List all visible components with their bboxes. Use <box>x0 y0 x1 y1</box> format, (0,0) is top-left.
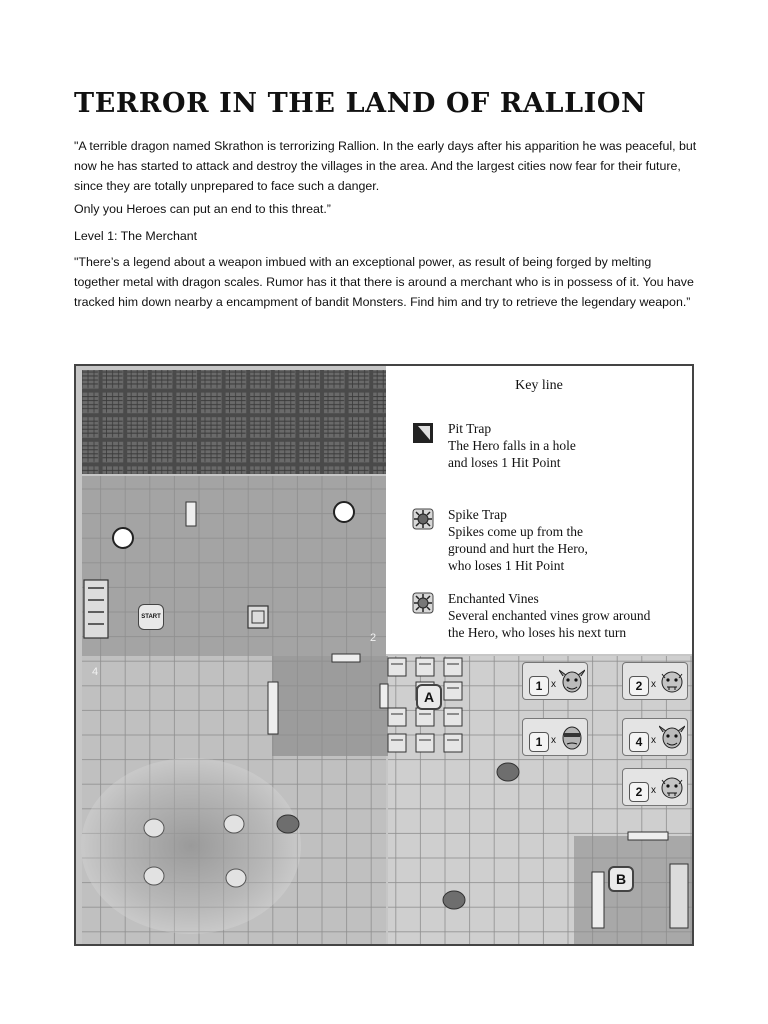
intro-paragraph: "A terrible dragon named Skrathon is terrorizing Rallion. In the early days after his apparition he was peaceful, but now he has started to attack and destroy the villages in the area. And the largest cities now fear for their future, since they are totally unprepared to face such a danger. <box>74 139 697 193</box>
legend-item-line: The Hero falls in a hole <box>448 438 576 453</box>
times-sign: x <box>651 735 656 746</box>
vines-icon <box>412 592 434 614</box>
monster-count: 2 <box>629 782 649 802</box>
marker-b: B <box>608 866 634 892</box>
legend-title: Key line <box>515 378 563 393</box>
map-legend <box>386 366 692 654</box>
spike-trap-icon <box>412 508 434 530</box>
monster-card <box>522 662 588 700</box>
goblin-face-icon <box>659 722 685 752</box>
monster-count: 2 <box>629 676 649 696</box>
legend-item-line: ground and hurt the Hero, <box>448 541 588 556</box>
monster-card <box>622 768 688 806</box>
monster-count: 1 <box>529 676 549 696</box>
orc-face-icon <box>659 772 685 802</box>
legend-text <box>448 590 650 641</box>
legend-item-line: Several enchanted vines grow around <box>448 608 651 623</box>
monster-count: 1 <box>529 732 549 752</box>
legend-item-name: Spike Trap <box>448 507 507 522</box>
legend-text <box>448 506 588 574</box>
marker-a: A <box>416 684 442 710</box>
monster-card <box>522 718 588 756</box>
level-heading: Level 1: The Merchant <box>74 229 198 243</box>
times-sign: x <box>651 679 656 690</box>
zone-number-2: 2 <box>370 632 377 644</box>
intro-closing-paragraph: Only you Heroes can put an end to this threat.” <box>74 202 331 216</box>
times-sign: x <box>651 785 656 796</box>
start-tile: START <box>138 604 164 630</box>
zone-number-4: 4 <box>92 666 99 678</box>
pit-trap-icon <box>412 422 434 444</box>
times-sign: x <box>551 735 556 746</box>
monster-count: 4 <box>629 732 649 752</box>
bandit-face-icon <box>559 722 585 752</box>
legend-item-name: Enchanted Vines <box>448 591 539 606</box>
monster-card <box>622 662 688 700</box>
page-title: TERROR IN THE LAND OF RALLION <box>74 88 647 119</box>
legend-item-line: Spikes come up from the <box>448 524 583 539</box>
legend-item-line: who loses 1 Hit Point <box>448 558 565 573</box>
legend-item-line: the Hero, who loses his next turn <box>448 625 627 640</box>
legend-item-name: Pit Trap <box>448 421 492 436</box>
orc-face-icon <box>659 666 685 696</box>
goblin-face-icon <box>559 666 585 696</box>
legend-item-line: and loses 1 Hit Point <box>448 455 561 470</box>
level-description: "There’s a legend about a weapon imbued with an exceptional power, as result of being forged by melting together metal with dragon scales. Rumor has it that there is around a merchant who is in possess of it. You have tracked him down nearby a encampment of bandit Monsters. Find him and try to retrieve the legendary weapon.” <box>74 255 694 309</box>
times-sign: x <box>551 679 556 690</box>
monster-card <box>622 718 688 756</box>
legend-text <box>448 420 576 471</box>
